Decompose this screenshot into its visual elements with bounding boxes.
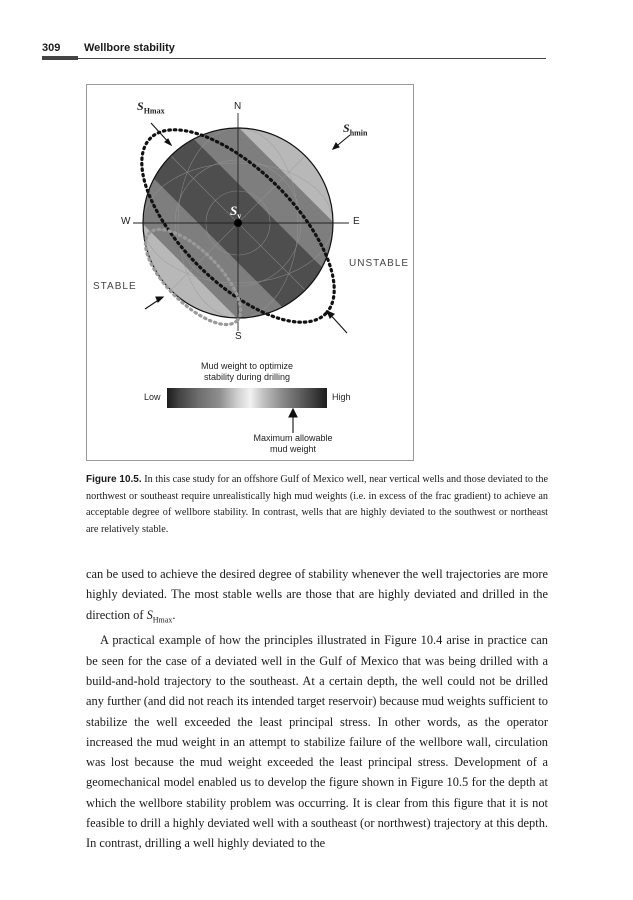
- shmin-label: $S_{hmin}$: [343, 121, 368, 138]
- page-header: [42, 40, 546, 68]
- paragraph-1: can be used to achieve the desired degree of stability whenever the well trajectories are more highly deviated. The most stable wells are those that are highly deviated and drilled in the direction of $S_{Hmax}$.: [86, 567, 548, 625]
- header-rule-accent: [42, 56, 78, 60]
- colorbar-title: Mud weight to optimize stability during drilling: [200, 361, 294, 382]
- page-number: 309: [42, 42, 61, 54]
- compass-north: N: [234, 101, 242, 112]
- compass-south: S: [235, 331, 242, 342]
- max-mud-weight-label: Maximum allowable mud weight: [253, 433, 333, 454]
- running-title: Wellbore stability: [84, 42, 175, 54]
- figure-10-5: [86, 84, 414, 461]
- colorbar-high-label: High: [332, 392, 351, 402]
- mud-weight-colorbar: [167, 388, 327, 408]
- body-text: [86, 564, 548, 854]
- stable-label: STABLE: [93, 281, 137, 292]
- unstable-label: UNSTABLE: [349, 258, 410, 269]
- figure-caption: [86, 472, 548, 538]
- shmin-arrowhead: [333, 143, 339, 149]
- paragraph-2: A practical example of how the principles illustrated in Figure 10.4 arise in practice can be seen for the case of a deviated well in the Gulf of Mexico that was being drilled with a build-and-hold trajectory to the southeast. At a certain depth, the well could not be drilled any further (and did not reach its intended target reservoir) because mud weights sufficient to stabilize the well exceeded the least principal stress. In other words, as the operator increased the mud weight in an attempt to stabilize failure of the wellbore wall, circulation was lost because the mud weight exceeded the least principal stress. Development of a geomechanical model enabled us to develop the figure shown in Figure 10.5 for the depth at which the wellbore stability problem was occurring. It is clear from this figure that it is not feasible to drill a highly deviated well with a southeast (or northwest) trajectory at this depth. In contrast, drilling a well highly deviated to the: [86, 633, 548, 851]
- shmax-label: $S_{Hmax}$: [137, 99, 165, 116]
- colorbar-low-label: Low: [144, 392, 161, 402]
- header-rule: [78, 58, 546, 59]
- sv-label: $S_v$: [230, 203, 242, 221]
- compass-west: W: [121, 216, 131, 227]
- caption-text: In this case study for an offshore Gulf of Mexico well, near vertical wells and those deviated to the northwest or southeast require unrealistically high mud weights (i.e. in excess of the frac gradient) to achieve an acceptable degree of wellbore stability. In contrast, wells that are highly deviated to the southwest or northeast are relatively stable.: [86, 474, 548, 535]
- max-mud-weight-arrowhead: [289, 409, 297, 417]
- caption-figure-number: Figure 10.5.: [86, 474, 142, 485]
- compass-east: E: [353, 216, 360, 227]
